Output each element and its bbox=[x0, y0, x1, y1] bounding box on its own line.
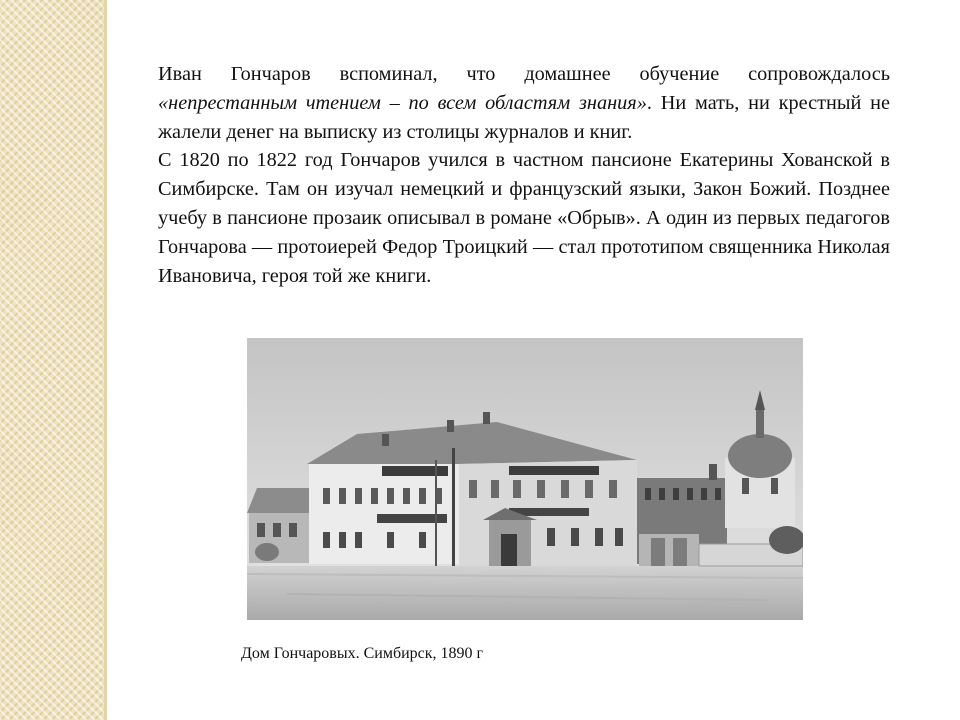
paragraph-1 bbox=[158, 60, 890, 146]
body-text bbox=[158, 60, 890, 290]
photo-caption: Дом Гончаровых. Симбирск, 1890 г bbox=[241, 645, 484, 662]
paragraph-1-part-1: Иван Гончаров вспоминал, что домашнее обучение сопровождалось bbox=[158, 63, 890, 85]
historical-photo-goncharov-house bbox=[247, 338, 803, 620]
paragraph-1-part-2: . Ни мать, ни крестный не жалели денег на выписку из столицы журналов и книг. bbox=[158, 91, 890, 143]
paragraph-2: С 1820 по 1822 год Гончаров учился в частном пансионе Екатерины Хованской в Симбирске. Там он изучал немецкий и французский языки, Закон Божий. Позднее учебу в пансионе прозаик описывал в романе «Обрыв». А один из первых педагогов Гончарова — протоиерей Федор Троицкий — стал прототипом священника Николая Ивановича, героя той же книги. bbox=[158, 149, 890, 287]
paragraph-1-quote: «непрестанным чтением – по всем областям знания» bbox=[158, 91, 647, 114]
side-divider bbox=[104, 0, 107, 720]
decorative-side-band bbox=[0, 0, 104, 720]
